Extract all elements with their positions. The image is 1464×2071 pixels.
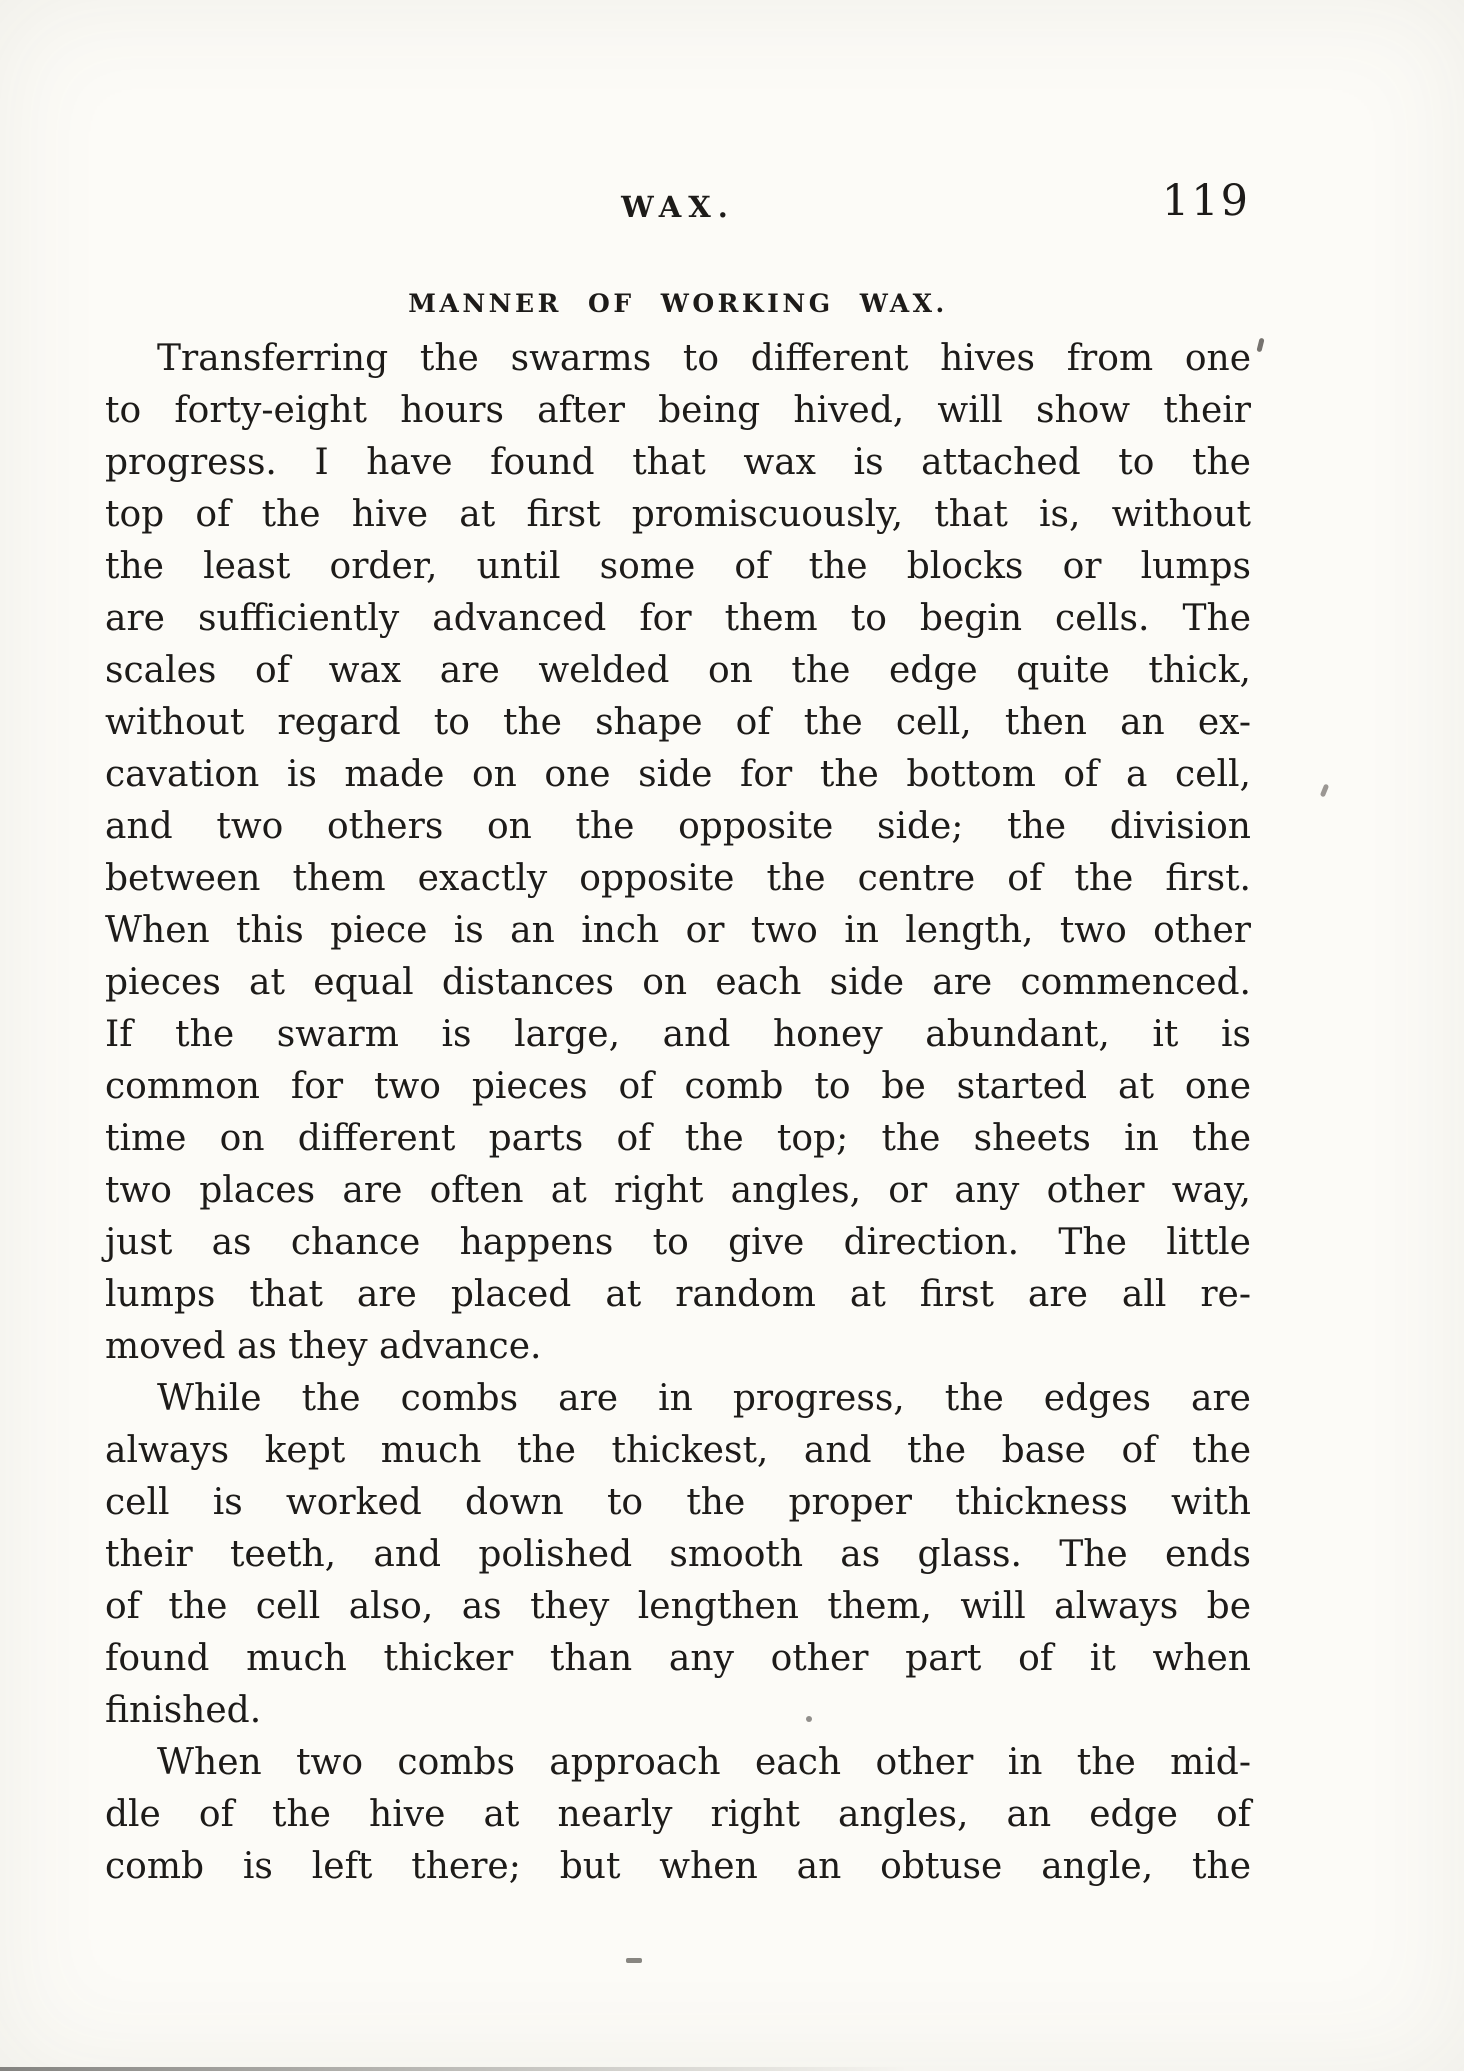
text-line: their teeth, and polished smooth as glass. The ends — [105, 1534, 1251, 1575]
text-line: found much thicker than any other part of it when — [105, 1638, 1251, 1679]
text-line: without regard to the shape of the cell, then an ex- — [105, 702, 1251, 743]
text-line: between them exactly opposite the centre of the first. — [105, 858, 1251, 899]
text-line: common for two pieces of comb to be started at one — [105, 1066, 1251, 1107]
text-line: just as chance happens to give direction. The little — [105, 1222, 1251, 1263]
text-line: dle of the hive at nearly right angles, an edge of — [105, 1794, 1251, 1835]
text-line: moved as they advance. — [105, 1326, 542, 1367]
text-line: the least order, until some of the blocks or lumps — [105, 546, 1251, 587]
text-line: cavation is made on one side for the bottom of a cell, — [105, 754, 1251, 795]
text-line: top of the hive at first promiscuously, that is, without — [105, 494, 1251, 535]
scan-speck — [1256, 338, 1264, 353]
text-line: two places are often at right angles, or any other way, — [105, 1170, 1251, 1211]
text-line: While the combs are in progress, the edges are — [157, 1378, 1251, 1419]
text-line: and two others on the opposite side; the division — [105, 806, 1251, 847]
text-line: cell is worked down to the proper thickness with — [105, 1482, 1251, 1523]
text-line: When this piece is an inch or two in length, two other — [105, 910, 1251, 951]
text-line: lumps that are placed at random at first are all re- — [105, 1274, 1251, 1315]
text-line: to forty-eight hours after being hived, will show their — [105, 390, 1251, 431]
text-line: time on different parts of the top; the sheets in the — [105, 1118, 1251, 1159]
text-line: If the swarm is large, and honey abundant, it is — [105, 1014, 1251, 1055]
scan-speck — [1320, 784, 1330, 798]
text-line: always kept much the thickest, and the base of the — [105, 1430, 1251, 1471]
text-line: comb is left there; but when an obtuse angle, the — [105, 1846, 1251, 1887]
running-title: WAX. — [621, 190, 735, 224]
scan-speck — [806, 1716, 812, 1722]
body-text — [105, 333, 1251, 1893]
text-line: When two combs approach each other in the mid- — [157, 1742, 1251, 1783]
text-line: of the cell also, as they lengthen them, will always be — [105, 1586, 1251, 1627]
text-line: are sufficiently advanced for them to begin cells. The — [105, 598, 1251, 639]
text-line: scales of wax are welded on the edge quite thick, — [105, 650, 1251, 691]
text-line: finished. — [105, 1690, 262, 1731]
page-number: 119 — [1161, 176, 1250, 226]
text-line: pieces at equal distances on each side are commenced. — [105, 962, 1251, 1003]
text-line: progress. I have found that wax is attached to the — [105, 442, 1251, 483]
section-heading: MANNER OF WORKING WAX. — [408, 289, 948, 318]
text-line: Transferring the swarms to different hives from one — [157, 338, 1251, 379]
page-bottom-edge — [0, 2067, 908, 2071]
scan-speck — [626, 1958, 642, 1963]
